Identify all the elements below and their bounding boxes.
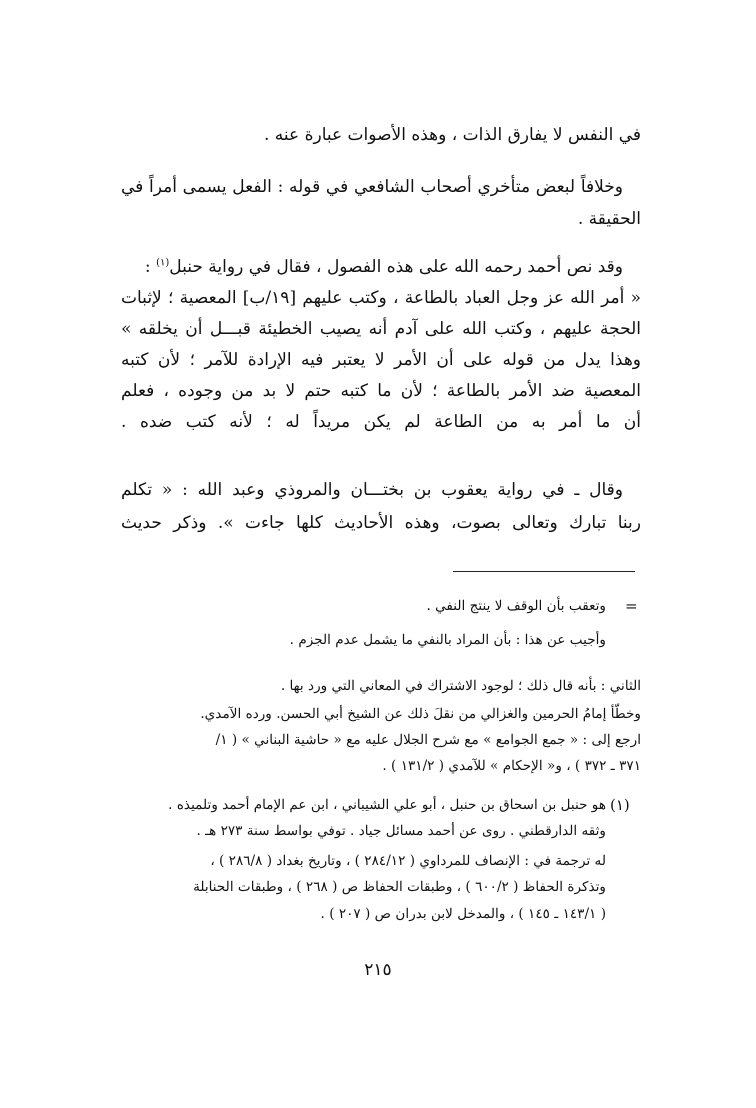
footnote-line: وخطّأ إمامُ الحرمين والغزالي من نقلَ ذلك عن الشيخ أبي الحسن. ورده الآمدي. — [200, 706, 641, 722]
footnote-line: ارجع إلى : « جمع الجوامع » مع شرح الجلال عليه مع « حاشية البناني » ( ١/ — [215, 732, 641, 748]
footnote-1-line: ( ١٤٣/١ ـ ١٤٥ ) ، والمدخل لابن بدران ص ( ٢٠٧ ) . — [320, 906, 606, 922]
body-line: « أمر الله عز وجل العباد بالطاعة ، وكتب عليهم [١٩/ب] المعصية ؛ لإثبات — [121, 288, 641, 308]
body-line: الحجة عليهم ، وكتب الله على آدم أنه يصيب الخطيئة قبـــل أن يخلقه » — [121, 319, 641, 339]
body-line: أن ما أمر به من الطاعة لم يكن مريداً له ؛ لأنه كتب ضده . — [121, 412, 641, 432]
body-line: وقال ـ في رواية يعقوب بن بختـــان والمروذي وعبد الله : « تكلم — [121, 480, 623, 500]
body-line: ربنا تبارك وتعالى بصوت، وهذه الأحاديث كلها جاءت ». وذكر حديث — [121, 513, 641, 533]
body-line-with-footnote-ref — [121, 254, 623, 280]
footnote-1-line: له ترجمة في : الإنصاف للمرداوي ( ٢٨٤/١٢ ) ، وتاريخ بغداد ( ٢٨٦/٨ ) ، — [210, 853, 606, 869]
footnote-1-line: وتذكرة الحفاظ ( ٦٠٠/٢ ) ، وطبقات الحفاظ ص ( ٢٦٨ ) ، وطبقات الحنابلة — [193, 879, 606, 895]
footnote-line: وتعقب بأن الوقف لا ينتج النفي . — [426, 598, 606, 614]
body-line: وخلافاً لبعض متأخري أصحاب الشافعي في قوله : الفعل يسمى أمراً في — [121, 177, 623, 197]
body-colon: : — [144, 257, 151, 277]
body-line: في النفس لا يفارق الذات ، وهذه الأصوات عبارة عنه . — [263, 125, 641, 145]
body-line: وهذا يدل من قوله على أن الأمر لا يعتبر فيه الإرادة للآمر ؛ لأن كتبه — [121, 350, 641, 370]
body-line: الحقيقة . — [577, 209, 641, 229]
footnote-line: وأجيب عن هذا : بأن المراد بالنفي ما يشمل عدم الجزم . — [289, 632, 606, 648]
footnote-separator — [453, 571, 635, 572]
footnote-1-line: هو حنبل بن اسحاق بن حنبل ، أبو علي الشيباني ، ابن عم الإمام أحمد وتلميذه . — [168, 797, 606, 813]
footnote-line: ٣٧١ ـ ٣٧٢ ) ، و« الإحكام » للآمدي ( ١٣١/٢ ) . — [382, 758, 641, 774]
footnote-reference: (١) — [156, 257, 170, 269]
footnote-line: الثاني : بأنه قال ذلك ؛ لوجود الاشتراك في المعاني التي ورد بها . — [280, 678, 641, 694]
footnote-1-line: وثقه الدارقطني . روى عن أحمد مسائل جياد . توفي بواسط سنة ٢٧٣ هـ . — [196, 823, 606, 839]
footnote-continuation-mark: = — [625, 597, 638, 615]
body-line-text: وقد نص أحمد رحمه الله على هذه الفصول ، فقال في رواية حنبل — [169, 257, 623, 277]
footnote-1-marker: (١) — [610, 796, 630, 814]
page-number: ٢١٥ — [364, 960, 392, 980]
body-line: المعصية ضد الأمر بالطاعة ؛ لأن ما كتبه حتم لا بد من وجوده ، فعلم — [121, 381, 641, 401]
